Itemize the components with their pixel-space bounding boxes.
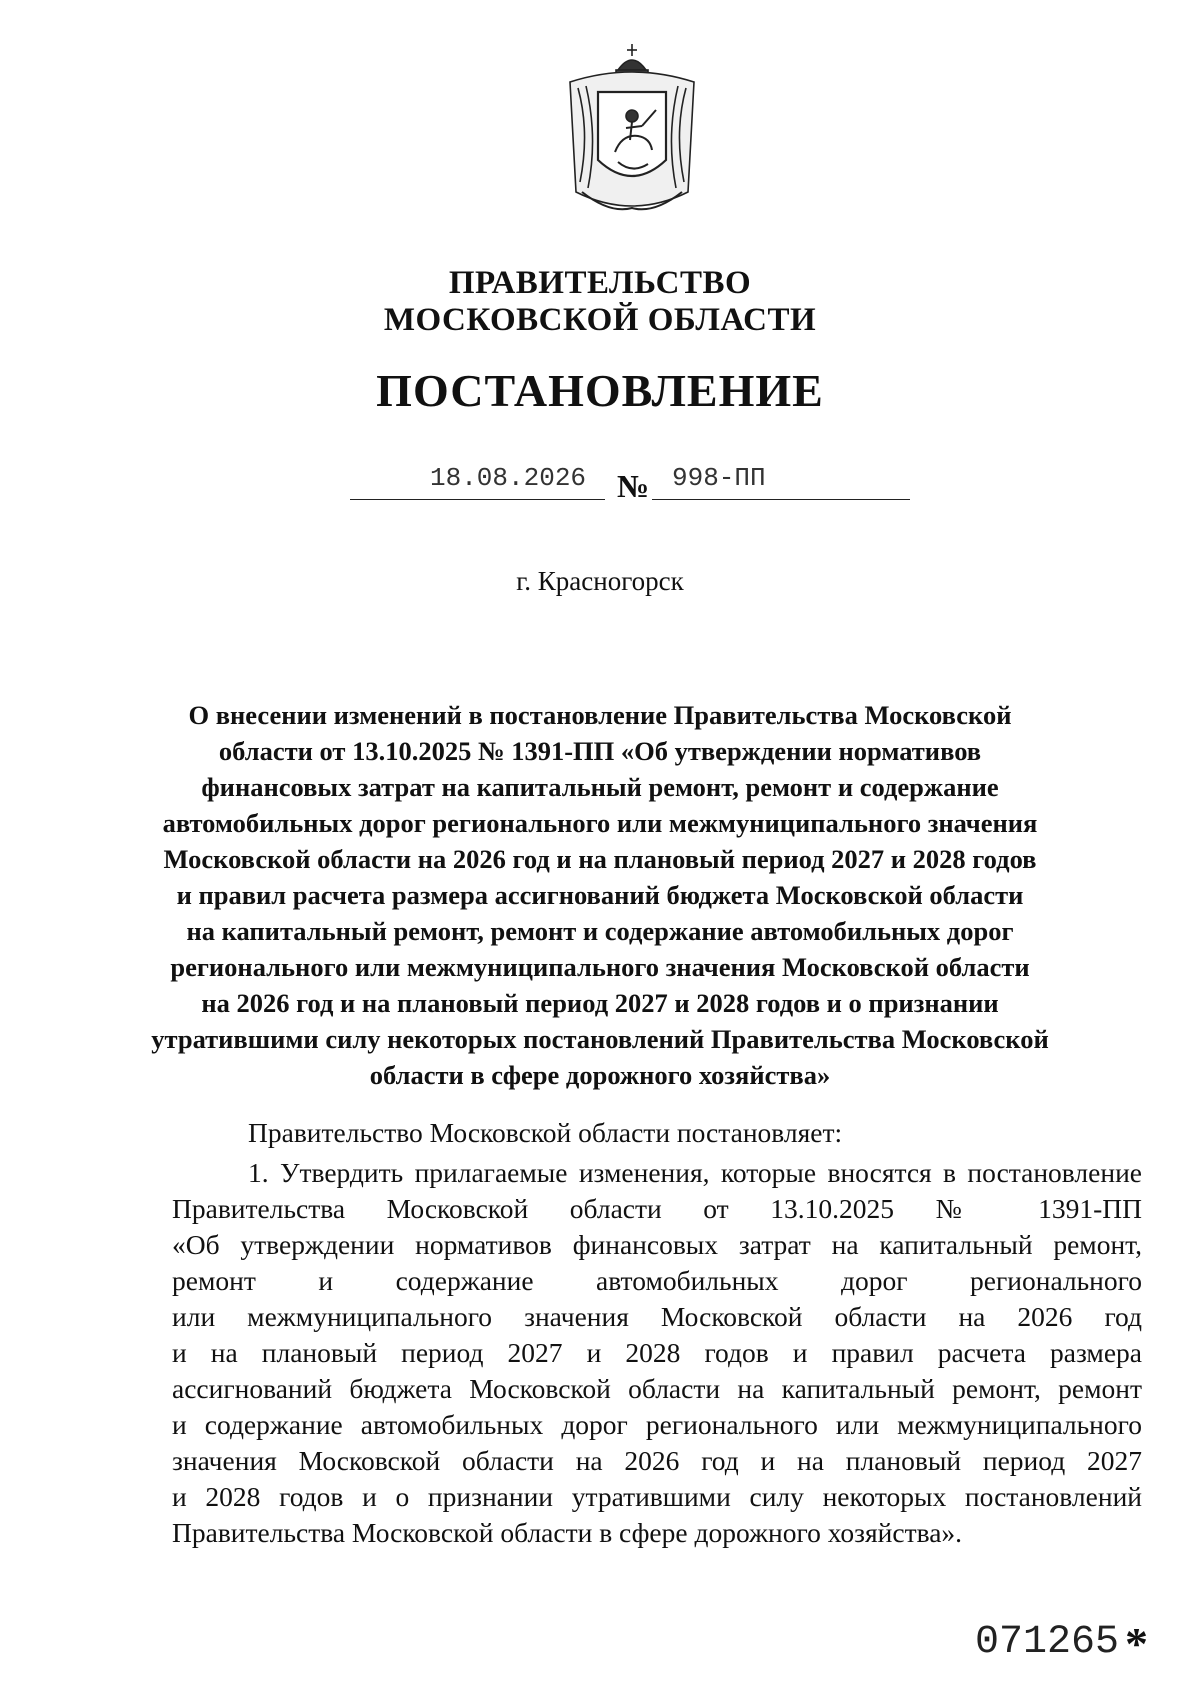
- organization-name-line1: ПРАВИТЕЛЬСТВО: [448, 265, 752, 301]
- coat-of-arms-icon: [560, 42, 705, 217]
- title-line: финансовых затрат на капитальный ремонт, ремонт и содержание: [201, 772, 999, 802]
- document-date: 18.08.2026: [430, 463, 587, 493]
- intro-paragraph: [172, 1115, 1142, 1151]
- number-sign: №: [617, 468, 650, 504]
- city: г. Красногорск: [516, 566, 684, 596]
- title-line: и правил расчета размера ассигнований бюджета Московской области: [176, 880, 1024, 910]
- document-title: [140, 697, 1060, 1093]
- intro-text: Правительство Московской области постановляет:: [248, 1117, 843, 1148]
- paragraph-line: Правительства Московской области в сфере дорожного хозяйства».: [172, 1517, 963, 1548]
- paragraph-line: ремонт и содержание автомобильных дорог регионального: [172, 1265, 1142, 1296]
- title-line: области в сфере дорожного хозяйства»: [369, 1060, 831, 1090]
- paragraph-line: значения Московской области на 2026 год и на плановый период 2027: [172, 1445, 1142, 1476]
- title-line: утратившими силу некоторых постановлений Правительства Московской: [151, 1024, 1049, 1054]
- paragraph-line: Правительства Московской области от 13.10.2025 № 1391-ПП: [172, 1193, 1142, 1224]
- title-line: области от 13.10.2025 № 1391-ПП «Об утверждении нормативов: [218, 736, 982, 766]
- paragraph-line: ассигнований бюджета Московской области на капитальный ремонт, ремонт: [172, 1373, 1142, 1404]
- document-type: ПОСТАНОВЛЕНИЕ: [376, 365, 824, 416]
- title-line: на 2026 год и на плановый период 2027 и 2028 годов и о признании: [201, 988, 999, 1018]
- stamp-mark: *: [1125, 1618, 1148, 1669]
- title-line: регионального или межмуниципального значения Московской области: [170, 952, 1030, 982]
- stamp-number: 071265: [975, 1620, 1120, 1665]
- date-field: [350, 460, 605, 500]
- title-line: Московской области на 2026 год и на плановый период 2027 и 2028 годов: [163, 844, 1037, 874]
- number-field: [652, 460, 910, 500]
- title-line: на капитальный ремонт, ремонт и содержание автомобильных дорог: [186, 916, 1014, 946]
- paragraph-line: «Об утверждении нормативов финансовых затрат на капитальный ремонт,: [172, 1229, 1142, 1260]
- paragraph-line: 1. Утвердить прилагаемые изменения, которые вносятся в постановление: [248, 1157, 1142, 1188]
- paragraph-line: и на плановый период 2027 и 2028 годов и правил расчета размера: [172, 1337, 1142, 1368]
- date-number-row: [0, 460, 1200, 505]
- document-number: 998-ПП: [672, 463, 766, 493]
- paragraph-line: и содержание автомобильных дорог регионального или межмуниципального: [172, 1409, 1142, 1440]
- title-line: О внесении изменений в постановление Правительства Московской: [188, 700, 1012, 730]
- paragraph-line: или межмуниципального значения Московской области на 2026 год: [172, 1301, 1142, 1332]
- organization-name-line2: МОСКОВСКОЙ ОБЛАСТИ: [383, 302, 817, 338]
- paragraph-1: [172, 1155, 1142, 1551]
- paragraph-line: и 2028 годов и о признании утратившими силу некоторых постановлений: [172, 1481, 1142, 1512]
- title-line: автомобильных дорог регионального или межмуниципального значения: [162, 808, 1038, 838]
